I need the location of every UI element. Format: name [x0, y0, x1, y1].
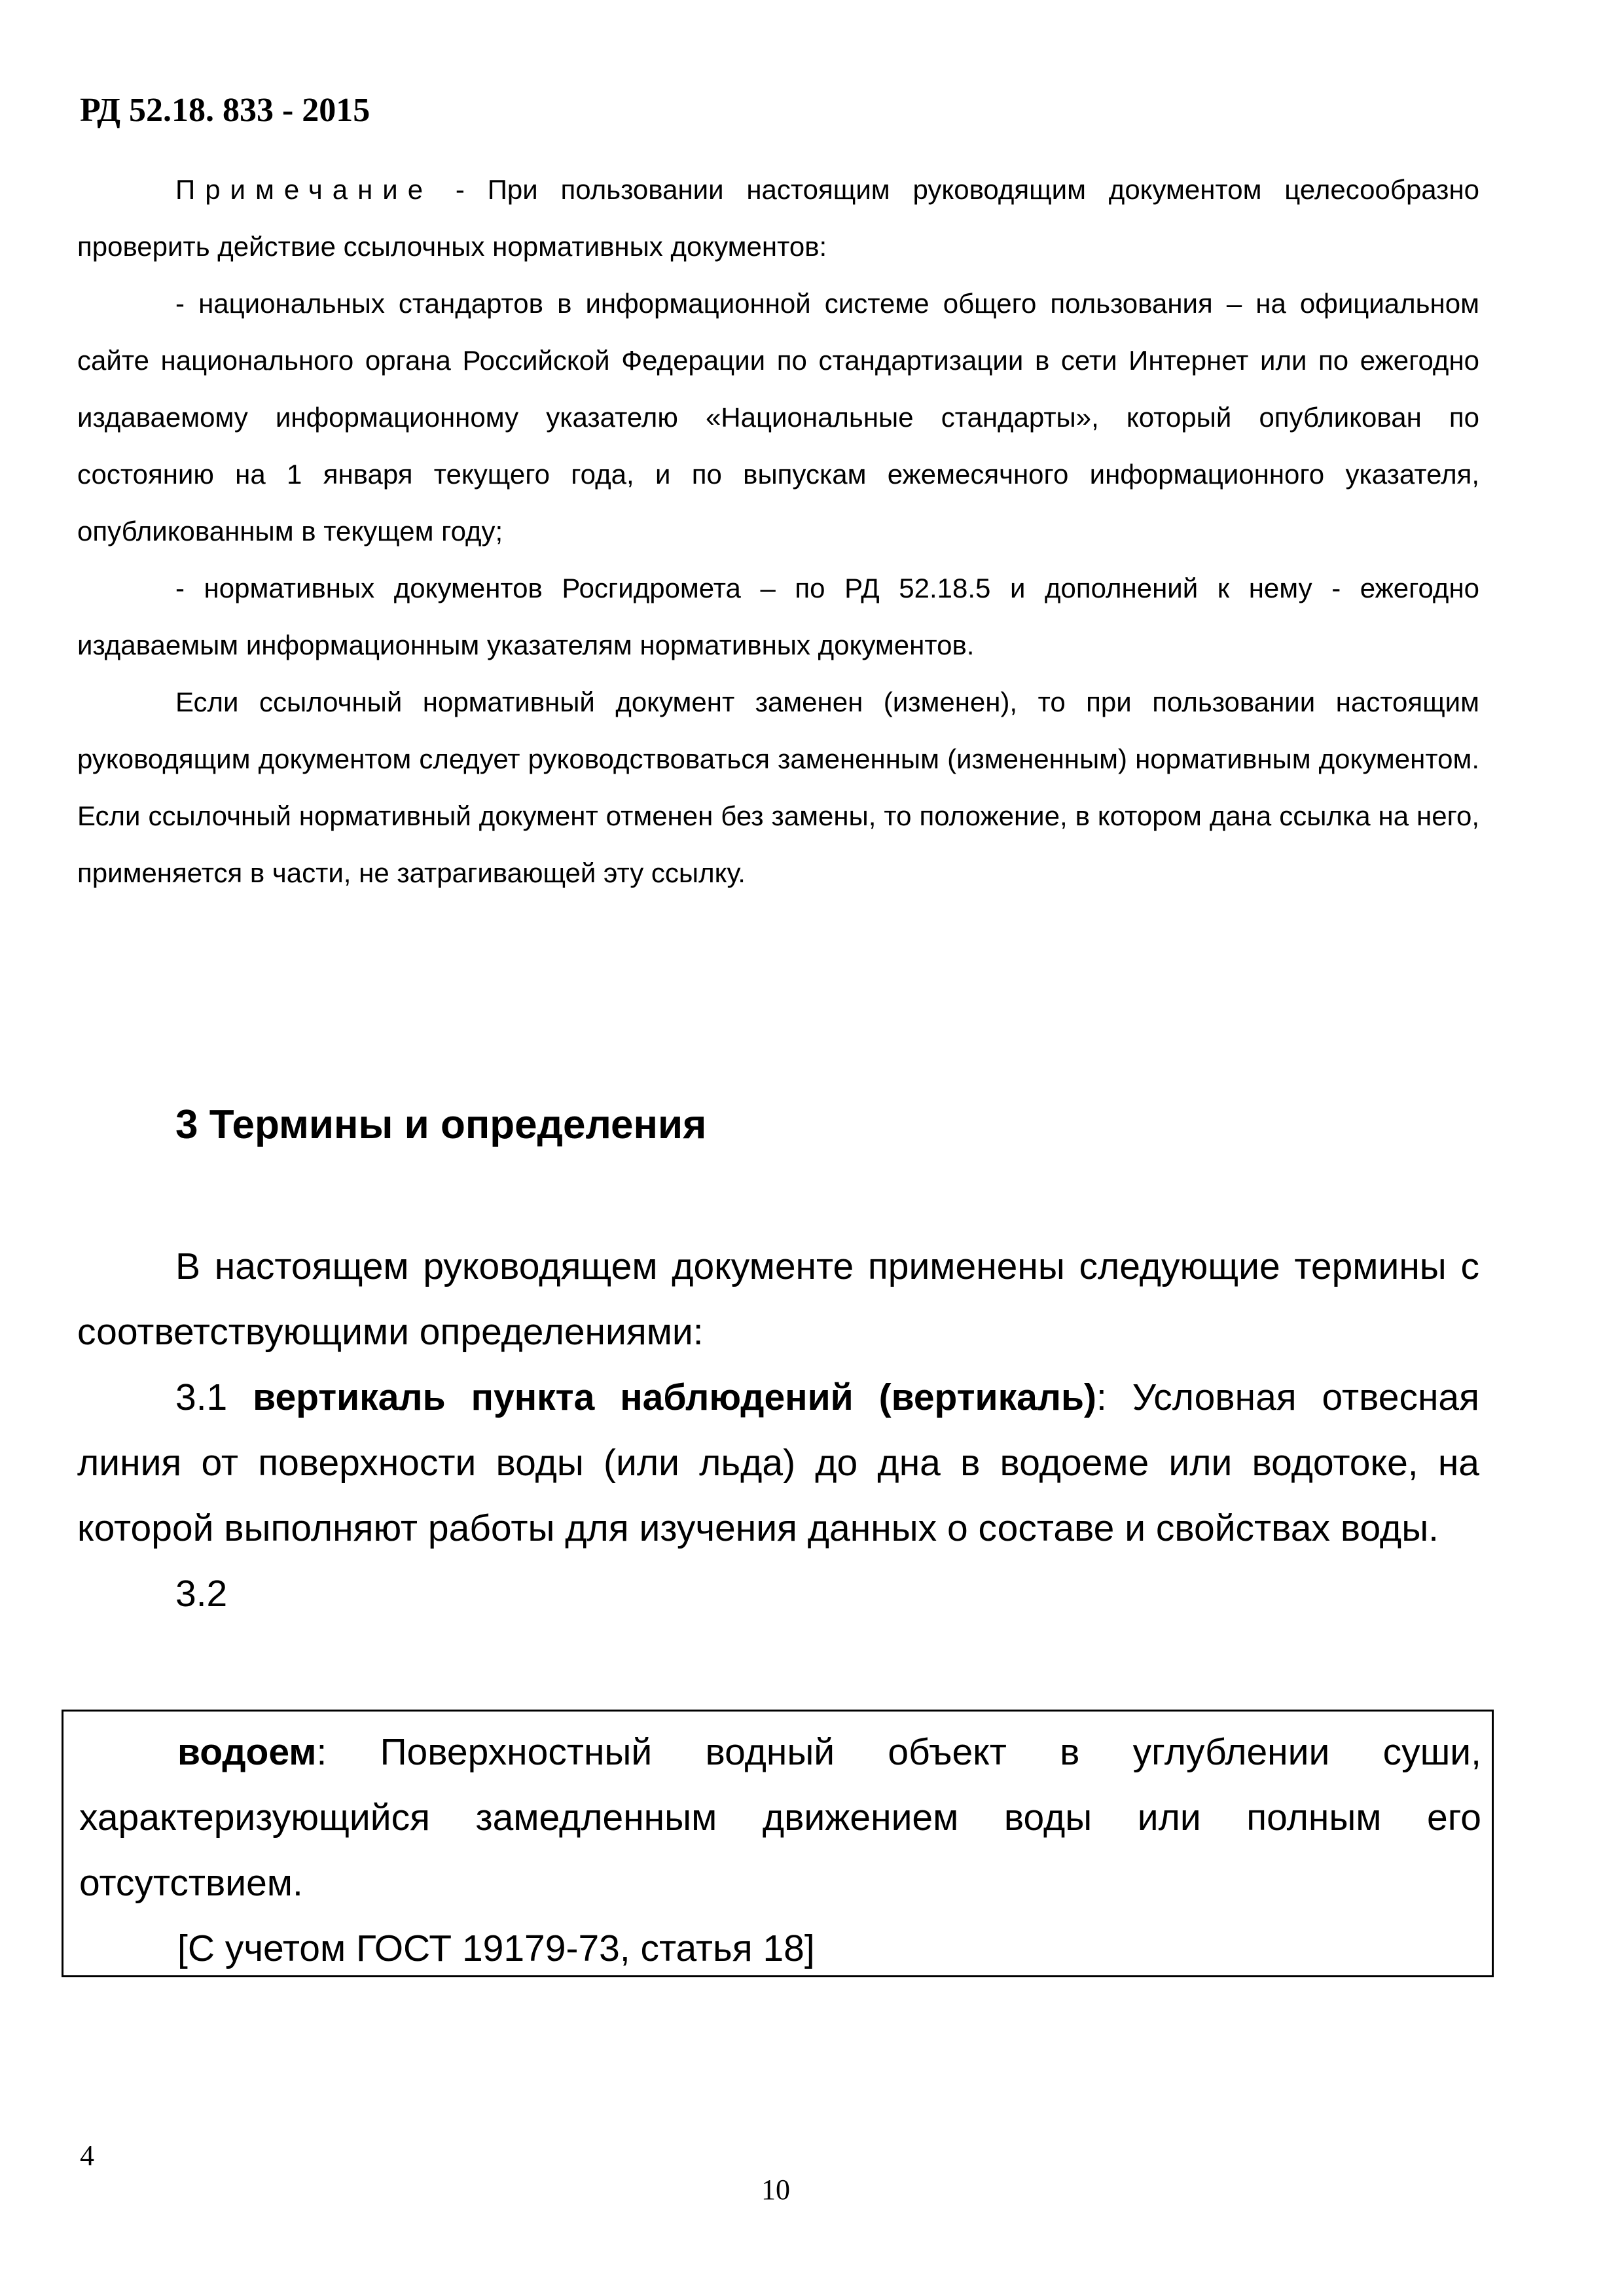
term-3-2-source: [С учетом ГОСТ 19179-73, статья 18]: [177, 1928, 815, 1969]
note-intro-text: - При пользовании настоящим руководящим документом целесообразно проверить действие ссылочных нормативных документов:: [77, 174, 1479, 262]
note-block: [77, 161, 1479, 901]
term-3-1-definition: : Условная отвесная линия от поверхности воды (или льда) до дна в водоеме или водотоке, на которой выполняют работы для изучения данных о составе и свойствах воды.: [77, 1376, 1479, 1549]
note-lead-word: Примечание: [175, 174, 433, 205]
terms-block: [77, 1234, 1479, 1626]
term-3-2-box-content: [79, 1719, 1481, 1981]
term-3-2-number: 3.2: [175, 1573, 228, 1615]
term-3-2-paragraph: [79, 1719, 1481, 1916]
term-3-2-box: [62, 1710, 1494, 1977]
term-3-2-title: водоем: [177, 1731, 317, 1773]
note-replacement-paragraph: Если ссылочный нормативный документ заменен (изменен), то при пользовании настоящим руководящим документом следует руководствоваться замененным (измененным) нормативным документом. Если ссылочный нормативный документ отменен без замены, то положение, в котором дана ссылка на него, применяется в части, не затрагивающей эту ссылку.: [77, 687, 1479, 888]
section-heading: 3 Термины и определения: [175, 1102, 707, 1147]
term-3-2-definition: : Поверхностный водный объект в углублении суши, характеризующийся замедленным движением воды или полным его отсутствием.: [79, 1731, 1481, 1904]
note-item-roshydromet: - нормативных документов Росгидромета – по РД 52.18.5 и дополнений к нему - ежегодно издаваемым информационным указателям нормативных документов.: [77, 573, 1479, 660]
note-item-national-standards: - национальных стандартов в информационной системе общего пользования – на официальном сайте национального органа Российской Федерации по стандартизации в сети Интернет или по ежегодно издаваемому информационному указателю «Национальные стандарты», который опубликован по состоянию на 1 января текущего года, и по выпускам ежемесячного информационного указателя, опубликованным в текущем году;: [77, 288, 1479, 547]
term-3-1-paragraph: [77, 1365, 1479, 1561]
document-code: РД 52.18. 833 - 2015: [80, 92, 370, 129]
footer-left-number: 4: [80, 2140, 94, 2172]
terms-intro-paragraph: В настоящем руководящем документе применены следующие термины с соответствующими определениями:: [77, 1246, 1479, 1353]
term-3-1-number: 3.1: [175, 1376, 253, 1418]
page-number: 10: [761, 2174, 790, 2206]
term-3-1-title: вертикаль пункта наблюдений (вертикаль): [253, 1376, 1097, 1418]
note-intro-paragraph: [77, 161, 1479, 275]
